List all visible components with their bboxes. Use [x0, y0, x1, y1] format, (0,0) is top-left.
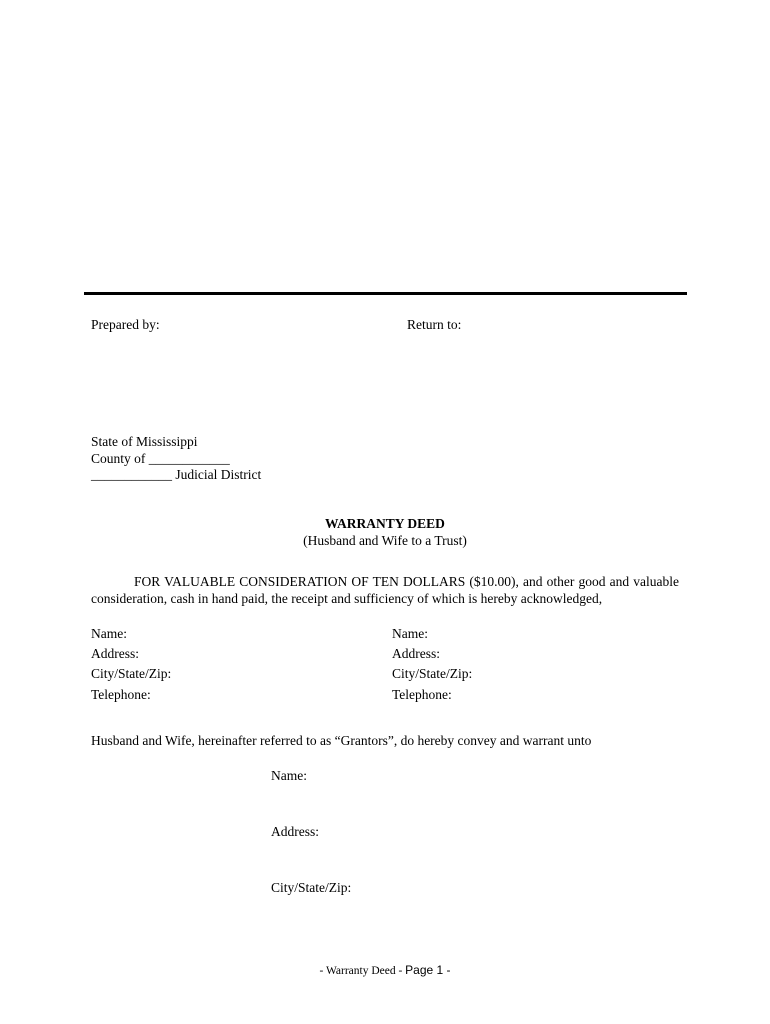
grantor2-telephone-label: Telephone:	[392, 687, 452, 702]
grantor2-name-label: Name:	[392, 626, 428, 641]
deed-subtitle: (Husband and Wife to a Trust)	[303, 533, 467, 548]
return-to-label: Return to:	[407, 317, 462, 332]
header-divider	[84, 292, 687, 295]
grantor2-city-label: City/State/Zip:	[392, 666, 473, 681]
grantee-city-label: City/State/Zip:	[271, 880, 352, 895]
deed-title: WARRANTY DEED	[325, 516, 445, 531]
conveyance-statement: Husband and Wife, hereinafter referred to as “Grantors”, do hereby convey and warrant unto	[91, 733, 592, 748]
state-line: State of Mississippi	[91, 434, 198, 449]
grantor1-address-label: Address:	[91, 646, 139, 661]
judicial-district-line: ____________ Judicial District	[91, 467, 262, 482]
page-footer	[0, 963, 770, 977]
grantor1-name-label: Name:	[91, 626, 127, 641]
grantor1-city-label: City/State/Zip:	[91, 666, 172, 681]
grantee-address-label: Address:	[271, 824, 319, 839]
consideration-paragraph: FOR VALUABLE CONSIDERATION OF TEN DOLLARS ($10.00), and other good and valuable consideration, cash in hand paid, the receipt and sufficiency of which is hereby acknowledged,	[91, 574, 679, 606]
prepared-by-label: Prepared by:	[91, 317, 160, 332]
grantor1-telephone-label: Telephone:	[91, 687, 151, 702]
footer-label: - Warranty Deed -	[319, 965, 406, 977]
footer-page-number: Page 1 -	[405, 963, 451, 977]
county-line: County of ____________	[91, 451, 230, 466]
grantor2-address-label: Address:	[392, 646, 440, 661]
grantee-name-label: Name:	[271, 768, 307, 783]
